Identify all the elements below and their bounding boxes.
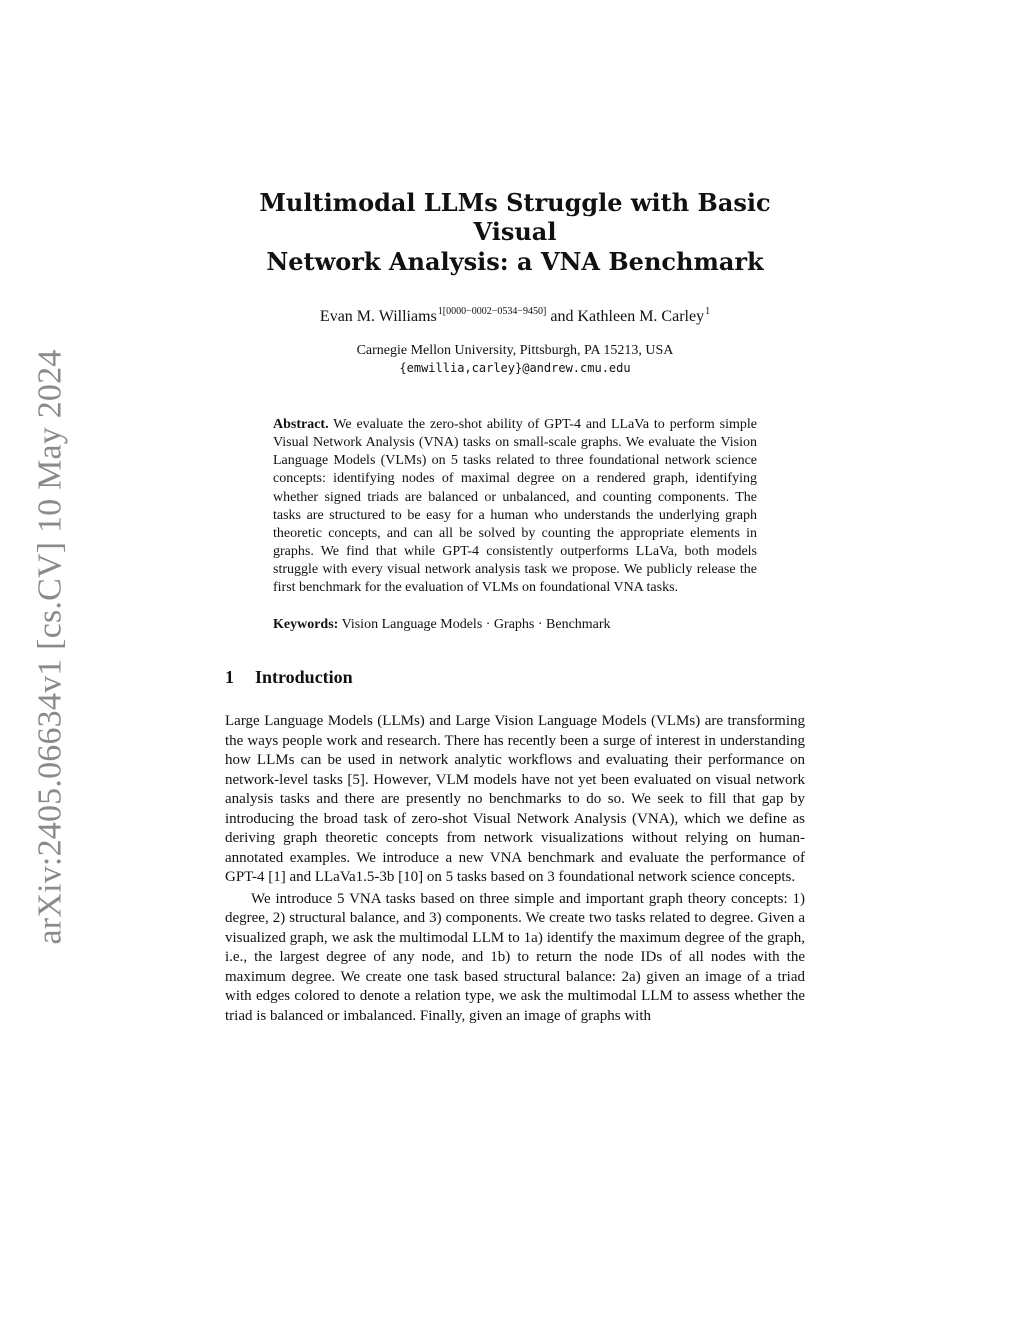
section-heading	[225, 667, 805, 689]
abstract-text: We evaluate the zero-shot ability of GPT-4 and LLaVa to perform simple Visual Network Analysis (VNA) tasks on small-scale graphs. We evaluate the Vision Language Models (VLMs) on 5 tasks related to three foundational network science concepts: identifying nodes of maximal degree on a rendered graph, identifying whether signed triads are balanced or unbalanced, and counting components. The tasks are structured to be easy for a human who understands the underlying graph theoretic concepts, and can all be solved by counting the appropriate elements in graphs. We find that while GPT-4 consistently outperforms LLaVa, both models struggle with every visual network analysis task we propose. We publicly release the first benchmark for the evaluation of VLMs on foundational VNA tasks.	[273, 416, 757, 596]
keywords-label: Keywords:	[273, 616, 339, 632]
paper-title-line-1: Multimodal LLMs Struggle with Basic Visual	[259, 188, 771, 247]
keywords-line	[273, 616, 757, 634]
paper-title-line-2: Network Analysis: a VNA Benchmark	[266, 246, 764, 276]
introduction-paragraph-1: Large Language Models (LLMs) and Large Vision Language Models (VLMs) are transforming the ways people work and research. There has recently been a surge of interest in understanding how LLMs can be used in network analytic workflows and evaluating their performance on network-level tasks [5]. However, VLM models have not yet been evaluated on visual network analysis tasks and there are presently no benchmarks to do so. We seek to fill that gap by introducing the broad task of zero-shot Visual Network Analysis (VNA), which we define as deriving graph theoretic concepts from network visualizations without relying on human-annotated examples. We introduce a new VNA benchmark and evaluate the performance of GPT-4 [1] and LLaVa1.5-3b [10] on 5 tasks based on 3 foundational network science concepts.	[225, 713, 805, 886]
paper-page	[225, 180, 805, 1026]
author-1-affiliation-and-orcid: 1[0000−0002−0534−9450]	[437, 305, 547, 317]
introduction-paragraph-2: We introduce 5 VNA tasks based on three simple and important graph theory concepts: 1) degree, 2) structural balance, and 3) components. We create two tasks related to degree. Given a visualized graph, we ask the multimodal LLM to 1a) identify the maximum degree of the graph, i.e., the largest degree of any node, and 1b) to return the node IDs of all nodes with the maximum degree. We create one task based structural balance: 2a) given an image of a triad with edges colored to denote a relation type, we ask the multimodal LLM to assess whether the triad is balanced or imbalanced. Finally, given an image of graphs with	[225, 890, 805, 1024]
author-connector: and	[550, 307, 574, 325]
author-2-name: Kathleen M. Carley	[577, 307, 705, 325]
section-number: 1	[225, 666, 234, 687]
arxiv-identifier: arXiv:2405.06634v1 [cs.CV] 10 May 2024	[31, 349, 69, 945]
abstract-paragraph	[273, 416, 757, 598]
abstract-label: Abstract.	[273, 416, 329, 432]
arxiv-sidebar-stamp	[30, 344, 70, 950]
abstract-section	[273, 416, 757, 598]
author-line	[225, 306, 805, 326]
paper-title	[225, 180, 805, 276]
affiliation-block	[225, 342, 805, 377]
author-email: {emwillia,carley}@andrew.cmu.edu	[399, 361, 631, 376]
introduction-body	[225, 712, 805, 1026]
section-title: Introduction	[255, 666, 353, 687]
author-2-affiliation: 1	[705, 305, 711, 317]
author-1-name: Evan M. Williams	[319, 307, 437, 325]
keywords-text: Vision Language Models · Graphs · Benchmark	[341, 616, 611, 632]
affiliation-text: Carnegie Mellon University, Pittsburgh, PA 15213, USA	[356, 342, 674, 358]
